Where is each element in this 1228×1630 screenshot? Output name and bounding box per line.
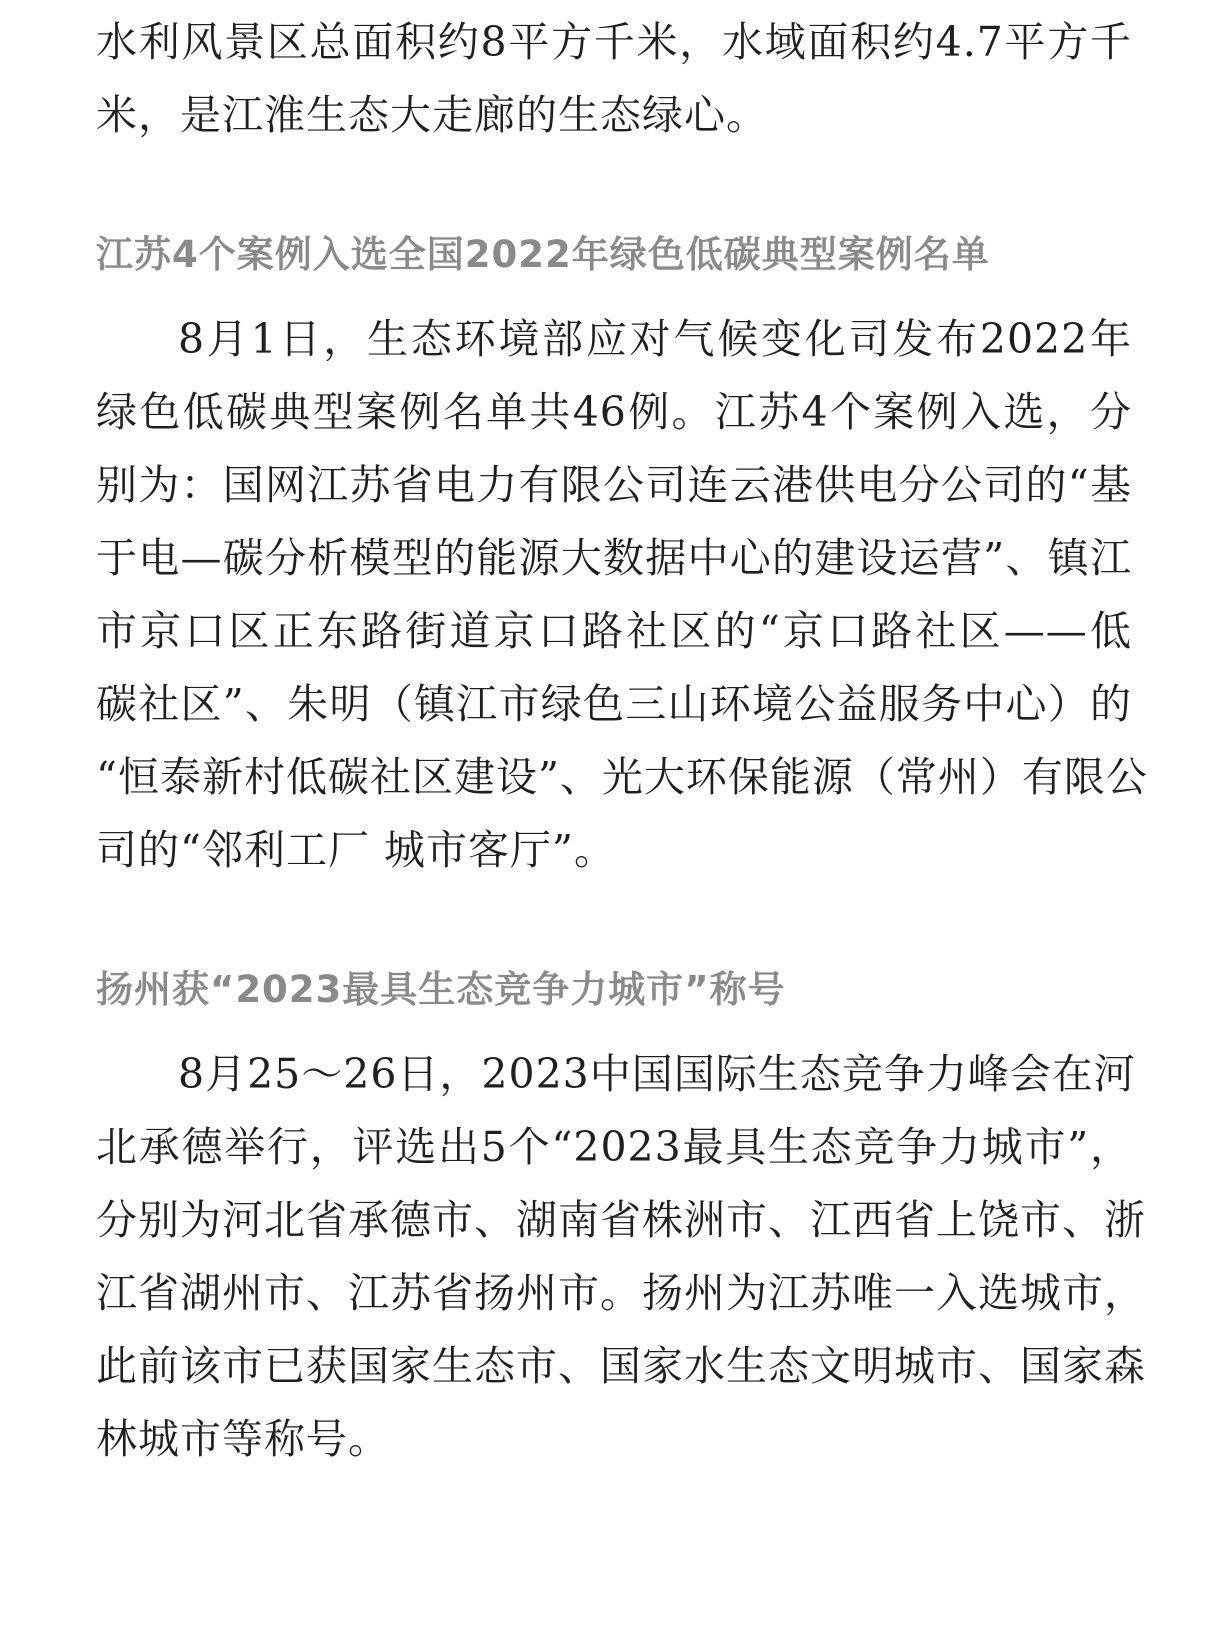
section-1-line-5: 市京口区正东路街道京口路社区的“京口路社区——低 <box>96 607 1132 655</box>
document-page <box>96 6 1148 1476</box>
section-1-line-1: 8月1日，生态环境部应对气候变化司发布2022年 <box>178 315 1132 363</box>
intro-line-2: 米，是江淮生态大走廊的生态绿心。 <box>96 91 768 139</box>
section-1-heading: 江苏4个案例入选全国2022年绿色低碳典型案例名单 <box>96 233 990 276</box>
section-1-line-3: 别为：国网江苏省电力有限公司连云港供电分公司的“基 <box>96 461 1132 509</box>
section-2-heading: 扬州获“2023最具生态竞争力城市”称号 <box>96 968 786 1011</box>
section-1-paragraph <box>96 303 1148 887</box>
section-gap <box>96 152 1132 218</box>
section-2-line-4: 江省湖州市、江苏省扬州市。扬州为江苏唯一入选城市， <box>96 1269 1146 1317</box>
section-gap <box>96 887 1132 953</box>
section-1-line-8: 司的“邻利工厂 城市客厅”。 <box>96 826 616 874</box>
section-2-line-5: 此前该市已获国家生态市、国家水生态文明城市、国家森 <box>96 1342 1146 1390</box>
intro-line-1: 水利风景区总面积约8平方千米，水域面积约4.7平方千 <box>96 18 1132 66</box>
section-1-line-6: 碳社区”、朱明（镇江市绿色三山环境公益服务中心）的 <box>96 680 1132 728</box>
heading-gap <box>96 1026 1132 1038</box>
section-1-line-2: 绿色低碳典型案例名单共46例。江苏4个案例入选，分 <box>96 388 1132 436</box>
section-2 <box>96 953 1146 1476</box>
heading-gap <box>96 291 1132 303</box>
section-2-line-6: 林城市等称号。 <box>96 1415 390 1463</box>
section-1-line-7: “恒泰新村低碳社区建设”、光大环保能源（常州）有限公 <box>96 753 1148 801</box>
intro-paragraph <box>96 6 1132 152</box>
section-1-line-4: 于电—碳分析模型的能源大数据中心的建设运营”、镇江 <box>96 534 1132 582</box>
section-2-paragraph <box>96 1038 1146 1476</box>
section-1 <box>96 218 1148 887</box>
section-2-line-1: 8月25～26日，2023中国国际生态竞争力峰会在河 <box>178 1050 1136 1098</box>
section-2-line-2: 北承德举行，评选出5个“2023最具生态竞争力城市”， <box>96 1123 1132 1171</box>
section-2-line-3: 分别为河北省承德市、湖南省株洲市、江西省上饶市、浙 <box>96 1196 1146 1244</box>
